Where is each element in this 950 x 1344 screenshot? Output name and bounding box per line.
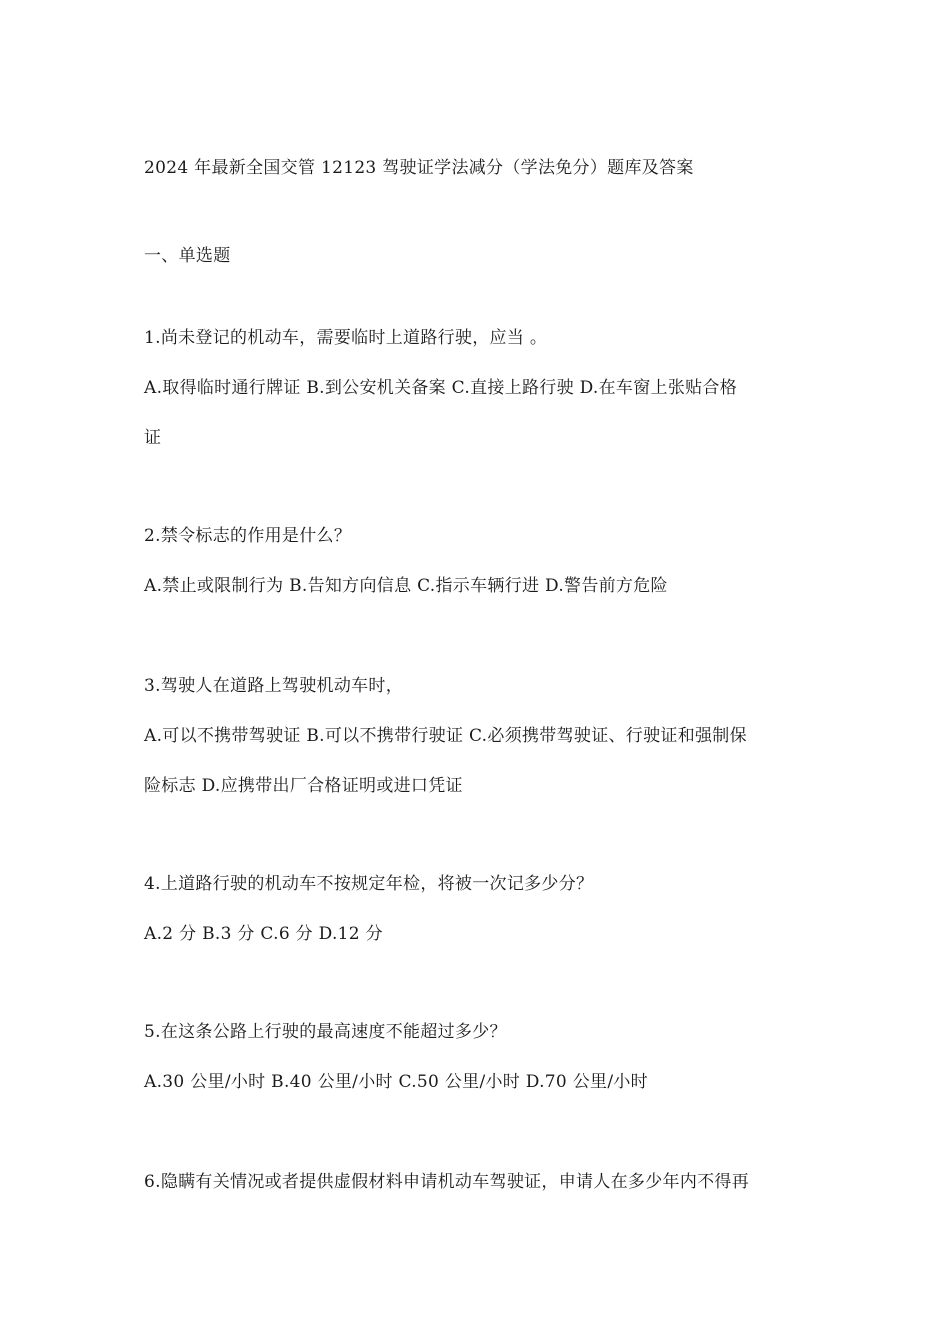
question-6: 6.隐瞒有关情况或者提供虚假材料申请机动车驾驶证，申请人在多少年内不得再 xyxy=(144,1172,750,1192)
question-2: 2.禁令标志的作用是什么？ xyxy=(144,526,352,546)
question-1-options-continued: 证 xyxy=(144,428,162,448)
question-3-options-continued: 险标志 D.应携带出厂合格证明或进口凭证 xyxy=(144,776,463,796)
document-title: 2024 年最新全国交管 12123 驾驶证学法减分（学法免分）题库及答案 xyxy=(144,158,694,178)
question-3-options: A.可以不携带驾驶证 B.可以不携带行驶证 C.必须携带驾驶证、行驶证和强制保 xyxy=(144,726,747,746)
question-3: 3.驾驶人在道路上驾驶机动车时， xyxy=(144,676,404,696)
question-1-options: A.取得临时通行牌证 B.到公安机关备案 C.直接上路行驶 D.在车窗上张贴合格 xyxy=(144,378,738,398)
question-4-options: A.2 分 B.3 分 C.6 分 D.12 分 xyxy=(144,924,383,944)
question-5: 5.在这条公路上行驶的最高速度不能超过多少？ xyxy=(144,1022,507,1042)
question-5-options: A.30 公里/小时 B.40 公里/小时 C.50 公里/小时 D.70 公里/小时 xyxy=(144,1072,648,1092)
section-heading: 一、单选题 xyxy=(144,246,231,266)
question-2-options: A.禁止或限制行为 B.告知方向信息 C.指示车辆行进 D.警告前方危险 xyxy=(144,576,668,596)
question-1: 1.尚未登记的机动车，需要临时上道路行驶，应当 。 xyxy=(144,328,548,348)
question-4: 4.上道路行驶的机动车不按规定年检，将被一次记多少分？ xyxy=(144,874,594,894)
